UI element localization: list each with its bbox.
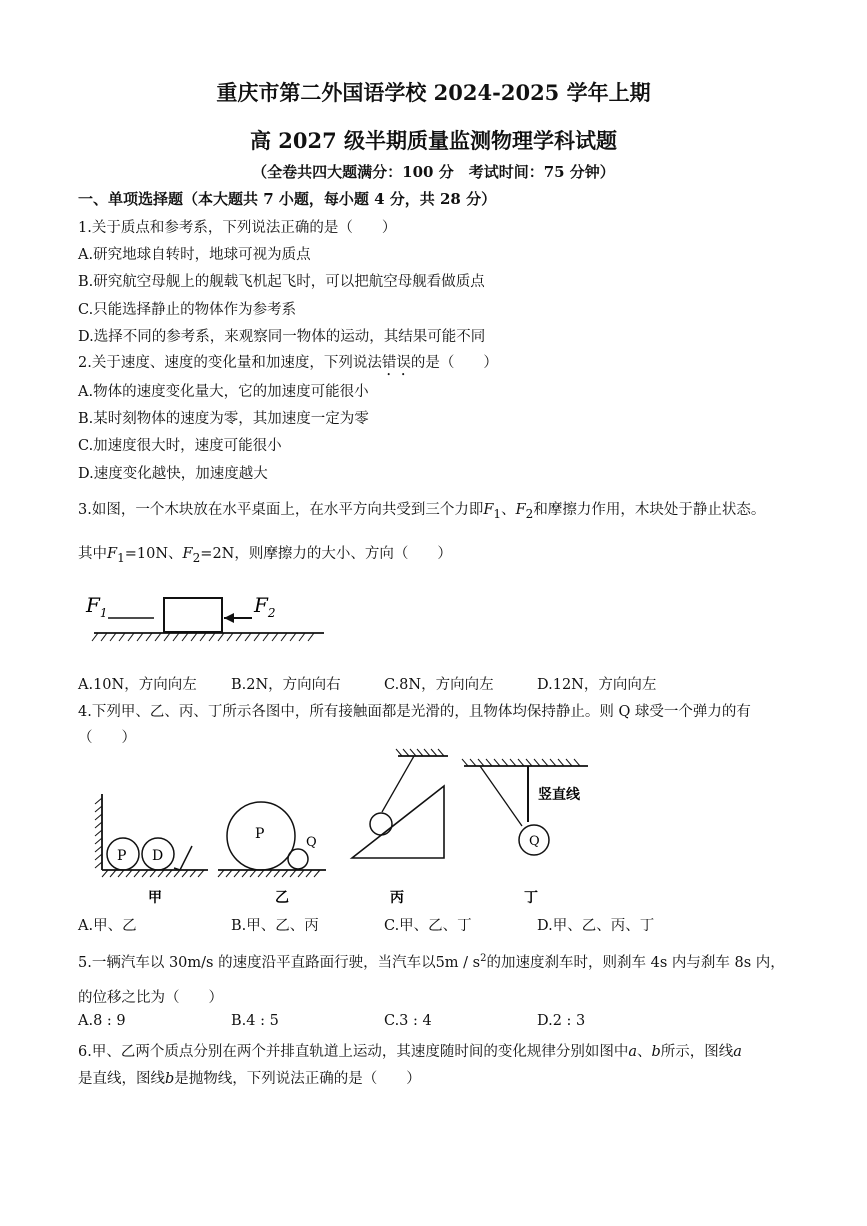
- q6-stem-cont: [78, 1067, 421, 1088]
- q6-var-b: b: [651, 1044, 661, 1060]
- hatch-mark: [126, 870, 132, 877]
- hatch-mark: [290, 870, 296, 877]
- hatch-mark: [92, 633, 98, 641]
- hatch-mark: [417, 749, 423, 756]
- q4-caption-yi: 乙: [275, 890, 289, 906]
- q4-fig-label-q4: Q: [529, 834, 540, 849]
- q6-var-a2: a: [733, 1044, 742, 1060]
- q3-eq1-value: =10N: [124, 546, 169, 562]
- q5-accel: 5m / s: [435, 955, 481, 971]
- q6-stem-cont-post: 是抛物线，下列说法正确的是（ ）: [174, 1071, 421, 1087]
- hatch-mark: [306, 870, 312, 877]
- q6-stem: [78, 1040, 742, 1061]
- hatch-mark: [174, 870, 180, 877]
- q3-stem-prefix: 其中: [78, 546, 107, 562]
- q3-stem-line2: [78, 542, 452, 565]
- hatch-mark: [272, 633, 278, 641]
- q6-var-b2: b: [165, 1071, 175, 1087]
- exam-title-line1: 重庆市第二外国语学校 2024-2025 学年上期: [216, 80, 651, 105]
- hatch-mark: [574, 759, 580, 766]
- hatch-mark: [191, 633, 197, 641]
- q3-option-b: B.2N，方向向右: [231, 677, 341, 693]
- q4-fig-vertical-label: 竖直线: [538, 787, 580, 803]
- q4-fig-ding: [462, 759, 588, 906]
- hatch-mark: [410, 749, 416, 756]
- q4-option-c: C.甲、乙、丁: [384, 918, 472, 934]
- hatch-mark: [308, 633, 314, 641]
- hatch-mark: [494, 759, 500, 766]
- q1-option-c: C.只能选择静止的物体作为参考系: [78, 302, 297, 318]
- hatch-mark: [95, 830, 102, 836]
- hatch-mark: [164, 633, 170, 641]
- hatch-mark: [119, 633, 125, 641]
- hatch-mark: [263, 633, 269, 641]
- q3-eq2-value: =2N: [200, 546, 235, 562]
- hatch-mark: [431, 749, 437, 756]
- q5-stem-post: 的加速度刹车时，则刹车 4s 内与刹车 8s 内，: [486, 955, 785, 971]
- hatch-mark: [282, 870, 288, 877]
- q3-option-c: C.8N，方向向左: [384, 677, 494, 693]
- q5-stem: [78, 951, 785, 972]
- hatch-mark: [254, 633, 260, 641]
- q6-stem-cont-pre: 是直线，图线: [78, 1071, 165, 1087]
- hatch-mark: [110, 870, 116, 877]
- hatch-mark: [299, 633, 305, 641]
- q3-f2-symbol: F: [515, 502, 526, 518]
- q3-option-a: A.10N，方向向左: [78, 677, 197, 693]
- q3-fig-f2-arrowhead: [224, 613, 234, 623]
- q4-fig-bing: [352, 749, 448, 906]
- hatch-mark: [274, 870, 280, 877]
- hatch-mark: [558, 759, 564, 766]
- q2-option-c: C.加速度很大时，速度可能很小: [78, 438, 282, 454]
- hatch-mark: [150, 870, 156, 877]
- q2-stem: [78, 351, 498, 379]
- hatch-mark: [566, 759, 572, 766]
- section-heading: 一、单项选择题（本大题共 7 小题，每小题 4 分，共 28 分）: [78, 190, 497, 208]
- q3-f1-symbol: F: [483, 502, 494, 518]
- q3-stem-text-end: 和摩擦力作用，木块处于静止状态。: [533, 502, 766, 518]
- hatch-mark: [95, 838, 102, 844]
- q2-stem-emphasis: 错误: [381, 355, 411, 371]
- q6-var-a: a: [628, 1044, 637, 1060]
- q6-separator: 、: [637, 1044, 652, 1060]
- hatch-mark: [470, 759, 476, 766]
- q5-accel-exponent: 2: [480, 953, 487, 965]
- q3-eq2-symbol: F: [182, 546, 193, 562]
- hatch-mark: [424, 749, 430, 756]
- hatch-mark: [258, 870, 264, 877]
- hatch-mark: [200, 633, 206, 641]
- hatch-mark: [245, 633, 251, 641]
- q3-eq1-subscript: 1: [117, 550, 125, 565]
- q4-figure: [88, 742, 608, 908]
- hatch-mark: [128, 633, 134, 641]
- q2-option-a: A.物体的速度变化量大，它的加速度可能很小: [78, 384, 369, 400]
- hatch-mark: [518, 759, 524, 766]
- exam-title-line2: 高 2027 级半期质量监测物理学科试题: [249, 128, 618, 153]
- q4-fig-jia: [95, 794, 208, 906]
- q5-option-b: B.4 : 5: [231, 1013, 279, 1029]
- hatch-mark: [314, 870, 320, 877]
- hatch-mark: [95, 806, 102, 812]
- hatch-mark: [234, 870, 240, 877]
- q5-option-c: C.3 : 4: [384, 1013, 432, 1029]
- q3-option-d: D.12N，方向向左: [537, 677, 657, 693]
- q1-option-a: A.研究地球自转时，地球可视为质点: [78, 247, 311, 263]
- q3-fig-block: [164, 598, 222, 632]
- q3-f2-subscript: 2: [525, 506, 534, 521]
- q4-fig-label-q2: Q: [306, 835, 317, 850]
- hatch-mark: [218, 633, 224, 641]
- hatch-mark: [478, 759, 484, 766]
- hatch-mark: [510, 759, 516, 766]
- hatch-mark: [134, 870, 140, 877]
- q3-fig-f1-label: $F_1$: [86, 593, 108, 620]
- hatch-mark: [198, 870, 204, 877]
- hatch-mark: [281, 633, 287, 641]
- q4-fig-ball-q2: [288, 849, 308, 869]
- q3-stem-text: 3.如图，一个木块放在水平桌面上，在水平方向共受到三个力即: [78, 502, 484, 518]
- q4-caption-bing: 丙: [390, 890, 404, 906]
- hatch-mark: [190, 870, 196, 877]
- hatch-mark: [158, 870, 164, 877]
- hatch-mark: [526, 759, 532, 766]
- hatch-mark: [438, 749, 444, 756]
- q5-stem-pre: 5.一辆汽车以 30m/s 的速度沿平直路面行驶，当汽车以: [78, 955, 436, 971]
- hatch-mark: [227, 633, 233, 641]
- q6-stem-mid: 所示，图线: [660, 1044, 734, 1060]
- hatch-mark: [218, 870, 224, 877]
- hatch-mark: [266, 870, 272, 877]
- q4-caption-ding: 丁: [524, 890, 538, 906]
- hatch-mark: [101, 633, 107, 641]
- q1-option-b: B.研究航空母舰上的舰载飞机起飞时，可以把航空母舰看做质点: [78, 274, 485, 290]
- q4-fig-label-d: D: [152, 848, 164, 864]
- q6-stem-pre: 6.甲、乙两个质点分别在两个并排直轨道上运动，其速度随时间的变化规律分别如图中: [78, 1044, 629, 1060]
- q2-option-b: B.某时刻物体的速度为零，其加速度一定为零: [78, 411, 369, 427]
- hatch-mark: [534, 759, 540, 766]
- q3-fig-f2-label: $F_2$: [254, 593, 276, 620]
- hatch-mark: [95, 822, 102, 828]
- q4-option-b: B.甲、乙、丙: [231, 918, 319, 934]
- hatch-mark: [95, 798, 102, 804]
- hatch-mark: [542, 759, 548, 766]
- hatch-mark: [290, 633, 296, 641]
- hatch-mark: [95, 814, 102, 820]
- hatch-mark: [166, 870, 172, 877]
- q3-stem-suffix: ，则摩擦力的大小、方向（ ）: [234, 546, 452, 562]
- q5-stem-cont: 的位移之比为（ ）: [78, 990, 223, 1006]
- q1-option-d: D.选择不同的参考系，来观察同一物体的运动，其结果可能不同: [78, 329, 486, 345]
- hatch-mark: [102, 870, 108, 877]
- hatch-mark: [182, 633, 188, 641]
- q3-f1-subscript: 1: [493, 506, 502, 521]
- hatch-mark: [236, 633, 242, 641]
- q3-separator: 、: [501, 502, 516, 518]
- hatch-mark: [242, 870, 248, 877]
- q4-option-d: D.甲、乙、丙、丁: [537, 918, 655, 934]
- q4-caption-jia: 甲: [148, 890, 162, 906]
- q3-fig-table-hatch: [92, 633, 314, 641]
- hatch-mark: [403, 749, 409, 756]
- q4-fig-yi: [218, 802, 326, 906]
- q3-eq2-subscript: 2: [192, 550, 201, 565]
- q1-stem: 1.关于质点和参考系，下列说法正确的是（ ）: [78, 220, 397, 236]
- hatch-mark: [486, 759, 492, 766]
- q4-fig-incline: [352, 786, 444, 858]
- q2-stem-post: 的是（ ）: [410, 355, 498, 371]
- hatch-mark: [298, 870, 304, 877]
- q4-stem: 4.下列甲、乙、丙、丁所示各图中，所有接触面都是光滑的，且物体均保持静止。则 Q 球受一个弹力的有: [78, 704, 751, 720]
- hatch-mark: [137, 633, 143, 641]
- hatch-mark: [250, 870, 256, 877]
- hatch-mark: [550, 759, 556, 766]
- q3-stem-line1: [78, 498, 765, 521]
- hatch-mark: [173, 633, 179, 641]
- q3-eq1-symbol: F: [107, 546, 118, 562]
- hatch-mark: [95, 862, 102, 868]
- hatch-mark: [118, 870, 124, 877]
- q4-fig-ball-q3: [370, 813, 392, 835]
- q4-stem-cont: （ ）: [78, 730, 136, 746]
- hatch-mark: [209, 633, 215, 641]
- q3-eq-separator: 、: [168, 546, 183, 562]
- q4-fig-label-p: P: [117, 848, 127, 864]
- hatch-mark: [396, 749, 402, 756]
- q4-option-a: A.甲、乙: [78, 918, 137, 934]
- hatch-mark: [155, 633, 161, 641]
- q2-stem-pre: 2.关于速度、速度的变化量和加速度，下列说法: [78, 355, 382, 371]
- q5-option-d: D.2 : 3: [537, 1013, 586, 1029]
- q2-option-d: D.速度变化越快，加速度越大: [78, 466, 268, 482]
- hatch-mark: [95, 854, 102, 860]
- hatch-mark: [95, 846, 102, 852]
- hatch-mark: [146, 633, 152, 641]
- hatch-mark: [182, 870, 188, 877]
- hatch-mark: [142, 870, 148, 877]
- hatch-mark: [226, 870, 232, 877]
- q4-fig-label-p2: P: [255, 826, 265, 842]
- q3-figure: [80, 588, 330, 646]
- hatch-mark: [502, 759, 508, 766]
- hatch-mark: [110, 633, 116, 641]
- exam-info: （全卷共四大题满分：100 分 考试时间：75 分钟）: [252, 163, 615, 181]
- q5-option-a: A.8 : 9: [78, 1013, 126, 1029]
- hatch-mark: [462, 759, 468, 766]
